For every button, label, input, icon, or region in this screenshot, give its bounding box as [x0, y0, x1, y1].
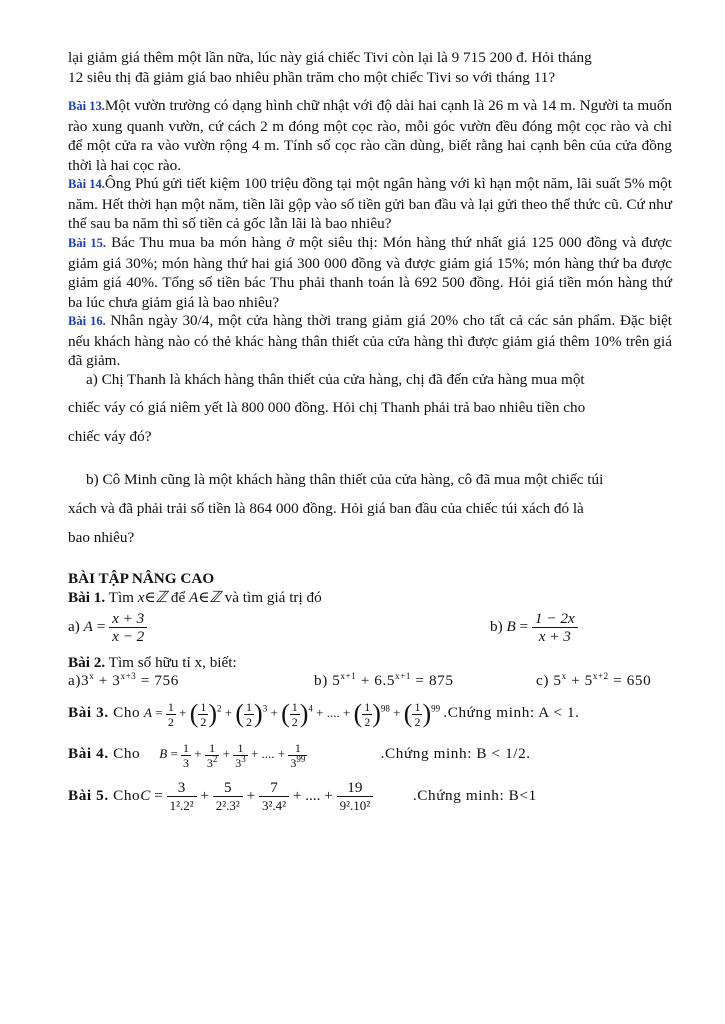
- problem-text: Ông Phú gửi tiết kiệm 100 triệu đồng tại một ngân hàng với kì hạn một năm, lãi suất 5% một năm. Hết thời hạn một năm, tiền lãi gộp vào số tiền gửi ban đầu và lại gửi theo thể thức cũ. Cứ như thế sau ba năm thì số tiền cả gốc lẫn lãi là bao nhiêu?: [68, 175, 672, 233]
- problem-16: [68, 311, 672, 371]
- problem-text: Bác Thu mua ba món hàng ở một siêu thị: Món hàng thứ nhất giá 125 000 đồng và được giảm giá 30%; món hàng thứ hai giá 300 000 đồng và được giảm giá 15%; món hàng thứ ba được giảm giá 40%. Tổng số tiền bác Thu phải thanh toán là 692 500 đồng. Hỏi giá tiền món hàng thứ ba lúc chưa giảm giá là bao nhiêu?: [68, 234, 672, 311]
- adv-problem-2b: b) $5^{x+1} + 6.5^{x+1} = 875$: [314, 670, 454, 689]
- adv-problem-label: Bài 2.: [68, 654, 106, 671]
- adv-problem-2: Bài 2. Tìm số hữu tỉ x, biết:: [68, 654, 237, 671]
- conclusion-a: .Chứng minh: A < 1.: [443, 704, 580, 721]
- adv-problem-2c: c) $5^x + 5^{x+2} = 650$: [536, 670, 652, 689]
- problem-text: Một vườn trường có dạng hình chữ nhật với độ dài hai cạnh là 26 m và 14 m. Người ta muốn rào xung quanh vườn, cứ cách 2 m đóng một cọc rào, mỗi góc vườn đều đóng một cọc rào và chỉ để một cửa ra vào vườn rộng 4 m. Tính số cọc rào cần dùng, biết rằng hai cạnh bên của cửa đồng thời là hai cọc rào.: [68, 97, 673, 174]
- fraction: $\frac{x + 3}{x - 2}$: [109, 610, 147, 645]
- problem-13: [68, 96, 672, 175]
- fraction: $\frac{1 - 2x}{x + 3}$: [532, 610, 578, 645]
- part-b-line-3: bao nhiêu?: [68, 529, 135, 546]
- part-b-line-1: b) Cô Minh cũng là một khách hàng thân thiết của cửa hàng, cô đã mua một chiếc túi: [86, 471, 604, 488]
- problem-label: Bài 14.: [68, 177, 105, 191]
- adv-problem-1: Bài 1. Tìm x∈ℤ để A∈ℤ và tìm giá trị đó: [68, 589, 322, 606]
- sum-expression-a: A = $\frac{1}{2}$ + ( $\frac{1}{2}$ )$^2$ + ( $\frac{1}{2}$ )$^3$ + ( $\frac{1}{2}$ )$^4$ + .... + ( $\frac{1}{2}$ )$^{98}$ + ( $\frac{1}{2}$ )$^{99}$: [144, 699, 441, 729]
- problem-label: Bài 16.: [68, 314, 106, 328]
- sum-expression-b: B = $\frac{1}{3}$ + $\frac{1}{3^2}$ + $\frac{1}{3^3}$ + .... + $\frac{1}{3^{99}}$: [159, 740, 306, 770]
- problem-label: Bài 13.: [68, 99, 105, 113]
- adv-problem-label: Bài 1.: [68, 589, 106, 606]
- adv-problem-2a: $a)3^x + 3^{x+3} = 756$: [68, 670, 179, 689]
- problem-15: [68, 233, 672, 312]
- part-a-line-3: chiếc váy đó?: [68, 428, 152, 445]
- problem-14: [68, 174, 672, 234]
- adv-problem-1a: a) A = $\frac{x + 3}{x - 2}$: [68, 610, 147, 645]
- intro-paragraph: [68, 48, 672, 87]
- advanced-heading: BÀI TẬP NÂNG CAO: [68, 570, 215, 587]
- problem-label: Bài 15.: [68, 236, 107, 250]
- adv-problem-label: Bài 5.: [68, 787, 109, 804]
- part-a-line-2: chiếc váy có giá niêm yết là 800 000 đồng. Hỏi chị Thanh phải trả bao nhiêu tiền cho: [68, 399, 586, 416]
- intro-line-1: lại giảm giá thêm một lần nữa, lúc này giá chiếc Tivi còn lại là 9 715 200 đ. Hỏi tháng: [68, 49, 592, 66]
- adv-problem-label: Bài 3.: [68, 704, 109, 721]
- problem-text: Nhân ngày 30/4, một cửa hàng thời trang giảm giá 20% cho tất cả các sản phẩm. Đặc biệt nếu khách hàng nào có thẻ khác hàng thân thiết của cửa hàng thì được giảm giá thêm 10% trên giá đã giảm.: [68, 312, 673, 370]
- intro-line-2: 12 siêu thị đã giảm giá bao nhiêu phần trăm cho một chiếc Tivi so với tháng 11?: [68, 68, 556, 86]
- adv-problem-4: Bài 4. Cho B = $\frac{1}{3}$ + $\frac{1}{3^2}$ + $\frac{1}{3^3}$ + .... + $\frac{1}{3^{99}}$ .Chứng minh: B < 1/2.: [68, 740, 531, 770]
- part-a-line-1: a) Chị Thanh là khách hàng thân thiết của cửa hàng, chị đã đến cửa hàng mua một: [86, 371, 585, 388]
- adv-problem-label: Bài 4.: [68, 745, 109, 762]
- part-b-line-2: xách và đã phải trải số tiền là 864 000 đồng. Hỏi giá ban đầu của chiếc túi xách đó là: [68, 500, 584, 517]
- conclusion-c: .Chứng minh: B<1: [412, 787, 537, 804]
- conclusion-b: .Chứng minh: B < 1/2.: [380, 745, 531, 762]
- adv-problem-5: Bài 5. ChoC = $\frac{3}{\text{1².2²}}$ + $\frac{5}{\text{2².3²}}$ + $\frac{7}{\text{3².4²}}$ + .... + $\frac{19}{\text{9².10²}}$ .Chứng minh: B<1: [68, 779, 537, 814]
- adv-problem-3: Bài 3. Cho A = $\frac{1}{2}$ + ( $\frac{1}{2}$ )$^2$ + ( $\frac{1}{2}$ )$^3$ + ( $\frac{1}{2}$ )$^4$ + .... + ( $\frac{1}{2}$ )$^{98}$ + ( $\frac{1}{2}$ )$^{99}$ .Chứng minh: A < 1.: [68, 699, 580, 729]
- adv-problem-1b: b) B = $\frac{1 - 2x}{x + 3}$: [490, 610, 578, 645]
